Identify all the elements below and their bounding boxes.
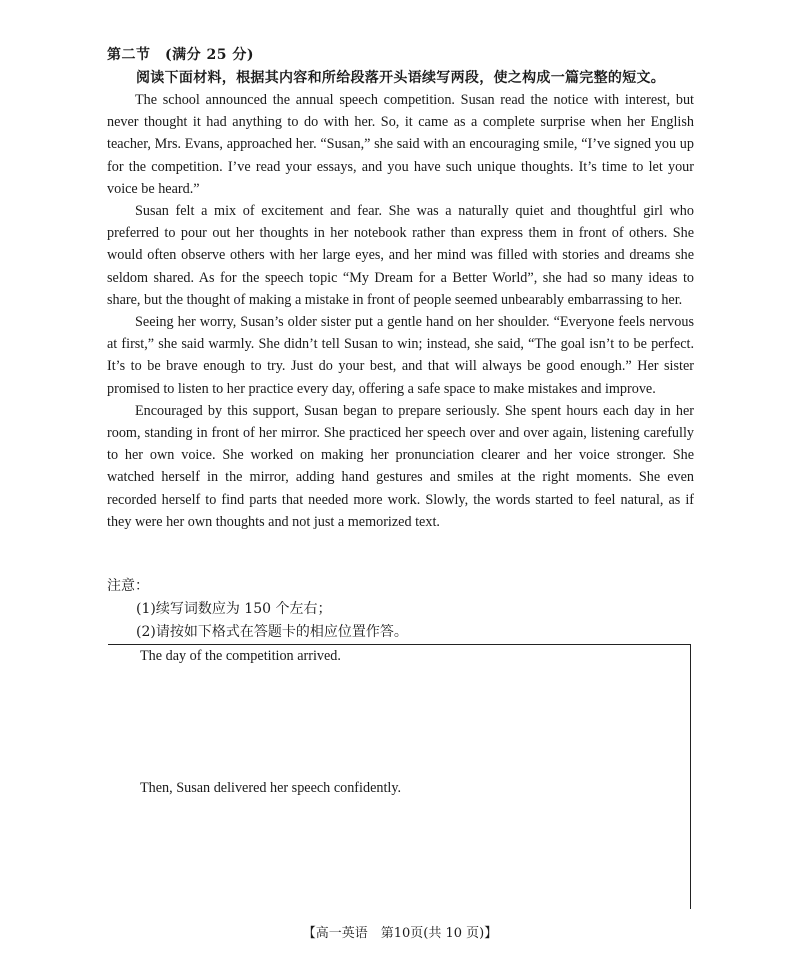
- answer-box: [108, 644, 691, 909]
- passage-paragraph: The school announced the annual speech competition. Susan read the notice with interest, but never thought it had anything to do with her. So, it came as a complete surprise when her English teacher, Mrs. Evans, approached her. “Susan,” she said with an encouraging smile, “I’ve signed you up for the competition. I’ve read your essays, and you have such unique thoughts. It’s time to let your voice be heard.”: [107, 92, 694, 197]
- note-item: (2)请按如下格式在答题卡的相应位置作答。: [136, 624, 408, 640]
- notes-title: 注意：: [107, 578, 149, 594]
- passage-paragraph: Encouraged by this support, Susan began to prepare seriously. She spent hours each day in her room, standing in front of her mirror. She practiced her speech over and over again, listening carefully to her own voice. She worked on making her pronunciation clearer and her voice stronger. She watched herself in the mirror, adding hand gestures and smiles at the right moments. She even recorded herself to find parts that needed more work. Slowly, the words started to feel natural, as if they were her own thoughts and not just a memorized text.: [107, 402, 694, 530]
- instruction: 阅读下面材料，根据其内容和所给段落开头语续写两段，使之构成一篇完整的短文。: [136, 70, 666, 86]
- section-title: 第二节 (满分 25 分): [107, 47, 254, 63]
- note-item: (1)续写词数应为 150 个左右；: [136, 601, 332, 617]
- page-footer: 【高一英语 第10页(共 10 页)】: [302, 926, 498, 941]
- paragraph-opening-1: The day of the competition arrived.: [140, 648, 341, 664]
- paragraph-opening-2: Then, Susan delivered her speech confidently.: [140, 780, 402, 796]
- passage-paragraph: Susan felt a mix of excitement and fear. She was a naturally quiet and thoughtful girl who preferred to pour out her thoughts in her notebook rather than express them in front of others. She would often observe others with her large eyes, and her mind was filled with stories and dreams she seldom shared. As for the speech topic “My Dream for a Better World”, she had so many ideas to share, but the thought of making a mistake in front of people seemed unbearably embarrassing to her.: [107, 203, 694, 308]
- reading-passage: [107, 89, 694, 533]
- passage-paragraph: Seeing her worry, Susan’s older sister put a gentle hand on her shoulder. “Everyone feels nervous at first,” she said warmly. She didn’t tell Susan to win; instead, she said, “The goal isn’t to be perfect. It’s to be brave enough to try. Just do your best, and that will always be good enough.” Her sister promised to listen to her practice every day, offering a safe space to make mistakes and improve.: [107, 314, 694, 397]
